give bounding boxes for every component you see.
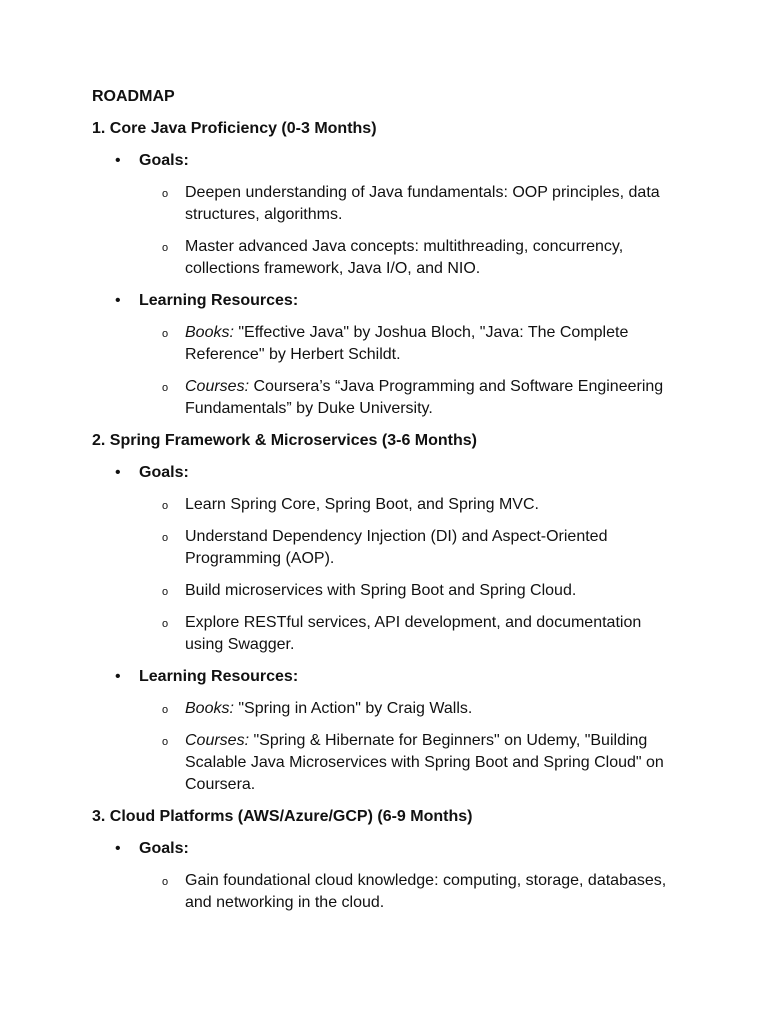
bullet-icon: • xyxy=(115,152,121,169)
goal-text: Deepen understanding of Java fundamentals: OOP principles, data structures, algorithms. xyxy=(185,184,660,223)
resource-prefix: Books: xyxy=(185,324,234,341)
goals-bullet xyxy=(92,150,692,172)
goal-text: Master advanced Java concepts: multithreading, concurrency, collections framework, Java I/O, and NIO. xyxy=(185,238,624,277)
sub-bullet-icon: o xyxy=(162,532,169,544)
sub-bullet-icon: o xyxy=(162,500,169,512)
resources-bullet xyxy=(92,290,692,312)
resource-text: Coursera’s “Java Programming and Software Engineering Fundamentals” by Duke University. xyxy=(185,378,664,417)
resource-prefix: Courses: xyxy=(185,732,250,749)
goal-item xyxy=(92,236,692,280)
goals-label: Goals: xyxy=(139,840,189,857)
section-cloud xyxy=(92,806,692,914)
sub-bullet-icon: o xyxy=(162,876,169,888)
resource-text: "Spring in Action" by Craig Walls. xyxy=(233,700,473,717)
resource-text: "Spring & Hibernate for Beginners" on Udemy, "Building Scalable Java Microservices with Spring Boot and Spring Cloud" on Coursera. xyxy=(185,732,664,793)
goal-text: Learn Spring Core, Spring Boot, and Spring MVC. xyxy=(185,496,539,513)
sub-bullet-icon: o xyxy=(162,704,169,716)
resource-prefix: Courses: xyxy=(185,378,250,395)
resource-prefix: Books: xyxy=(185,700,234,717)
bullet-icon: • xyxy=(115,292,121,309)
sub-bullet-icon: o xyxy=(162,242,169,254)
goals-label: Goals: xyxy=(139,464,189,481)
bullet-icon: • xyxy=(115,668,121,685)
resources-label: Learning Resources: xyxy=(139,668,299,685)
goal-text: Build microservices with Spring Boot and Spring Cloud. xyxy=(185,582,577,599)
sub-bullet-icon: o xyxy=(162,586,169,598)
section-heading: 3. Cloud Platforms (AWS/Azure/GCP) (6-9 Months) xyxy=(92,808,473,825)
goal-item xyxy=(92,580,692,602)
resource-text: "Effective Java" by Joshua Bloch, "Java: The Complete Reference" by Herbert Schildt. xyxy=(185,324,629,363)
bullet-icon: • xyxy=(115,840,121,857)
resource-item xyxy=(92,730,692,796)
roadmap-document xyxy=(92,86,692,924)
goal-item xyxy=(92,870,692,914)
resource-item xyxy=(92,376,692,420)
sub-bullet-icon: o xyxy=(162,736,169,748)
resource-item xyxy=(92,698,692,720)
goal-text: Understand Dependency Injection (DI) and Aspect-Oriented Programming (AOP). xyxy=(185,528,608,567)
section-heading: 1. Core Java Proficiency (0-3 Months) xyxy=(92,120,377,137)
goal-text: Explore RESTful services, API development, and documentation using Swagger. xyxy=(185,614,642,653)
goal-item xyxy=(92,612,692,656)
section-core-java xyxy=(92,118,692,420)
goal-item xyxy=(92,182,692,226)
sub-bullet-icon: o xyxy=(162,188,169,200)
document-title: ROADMAP xyxy=(92,88,175,105)
resources-label: Learning Resources: xyxy=(139,292,299,309)
goal-item xyxy=(92,494,692,516)
sub-bullet-icon: o xyxy=(162,382,169,394)
goal-text: Gain foundational cloud knowledge: computing, storage, databases, and networking in the cloud. xyxy=(185,872,667,911)
resource-item xyxy=(92,322,692,366)
goals-bullet xyxy=(92,838,692,860)
resources-bullet xyxy=(92,666,692,688)
sub-bullet-icon: o xyxy=(162,618,169,630)
section-heading: 2. Spring Framework & Microservices (3-6 Months) xyxy=(92,432,477,449)
bullet-icon: • xyxy=(115,464,121,481)
goal-item xyxy=(92,526,692,570)
goals-label: Goals: xyxy=(139,152,189,169)
goals-bullet xyxy=(92,462,692,484)
section-spring xyxy=(92,430,692,796)
sub-bullet-icon: o xyxy=(162,328,169,340)
